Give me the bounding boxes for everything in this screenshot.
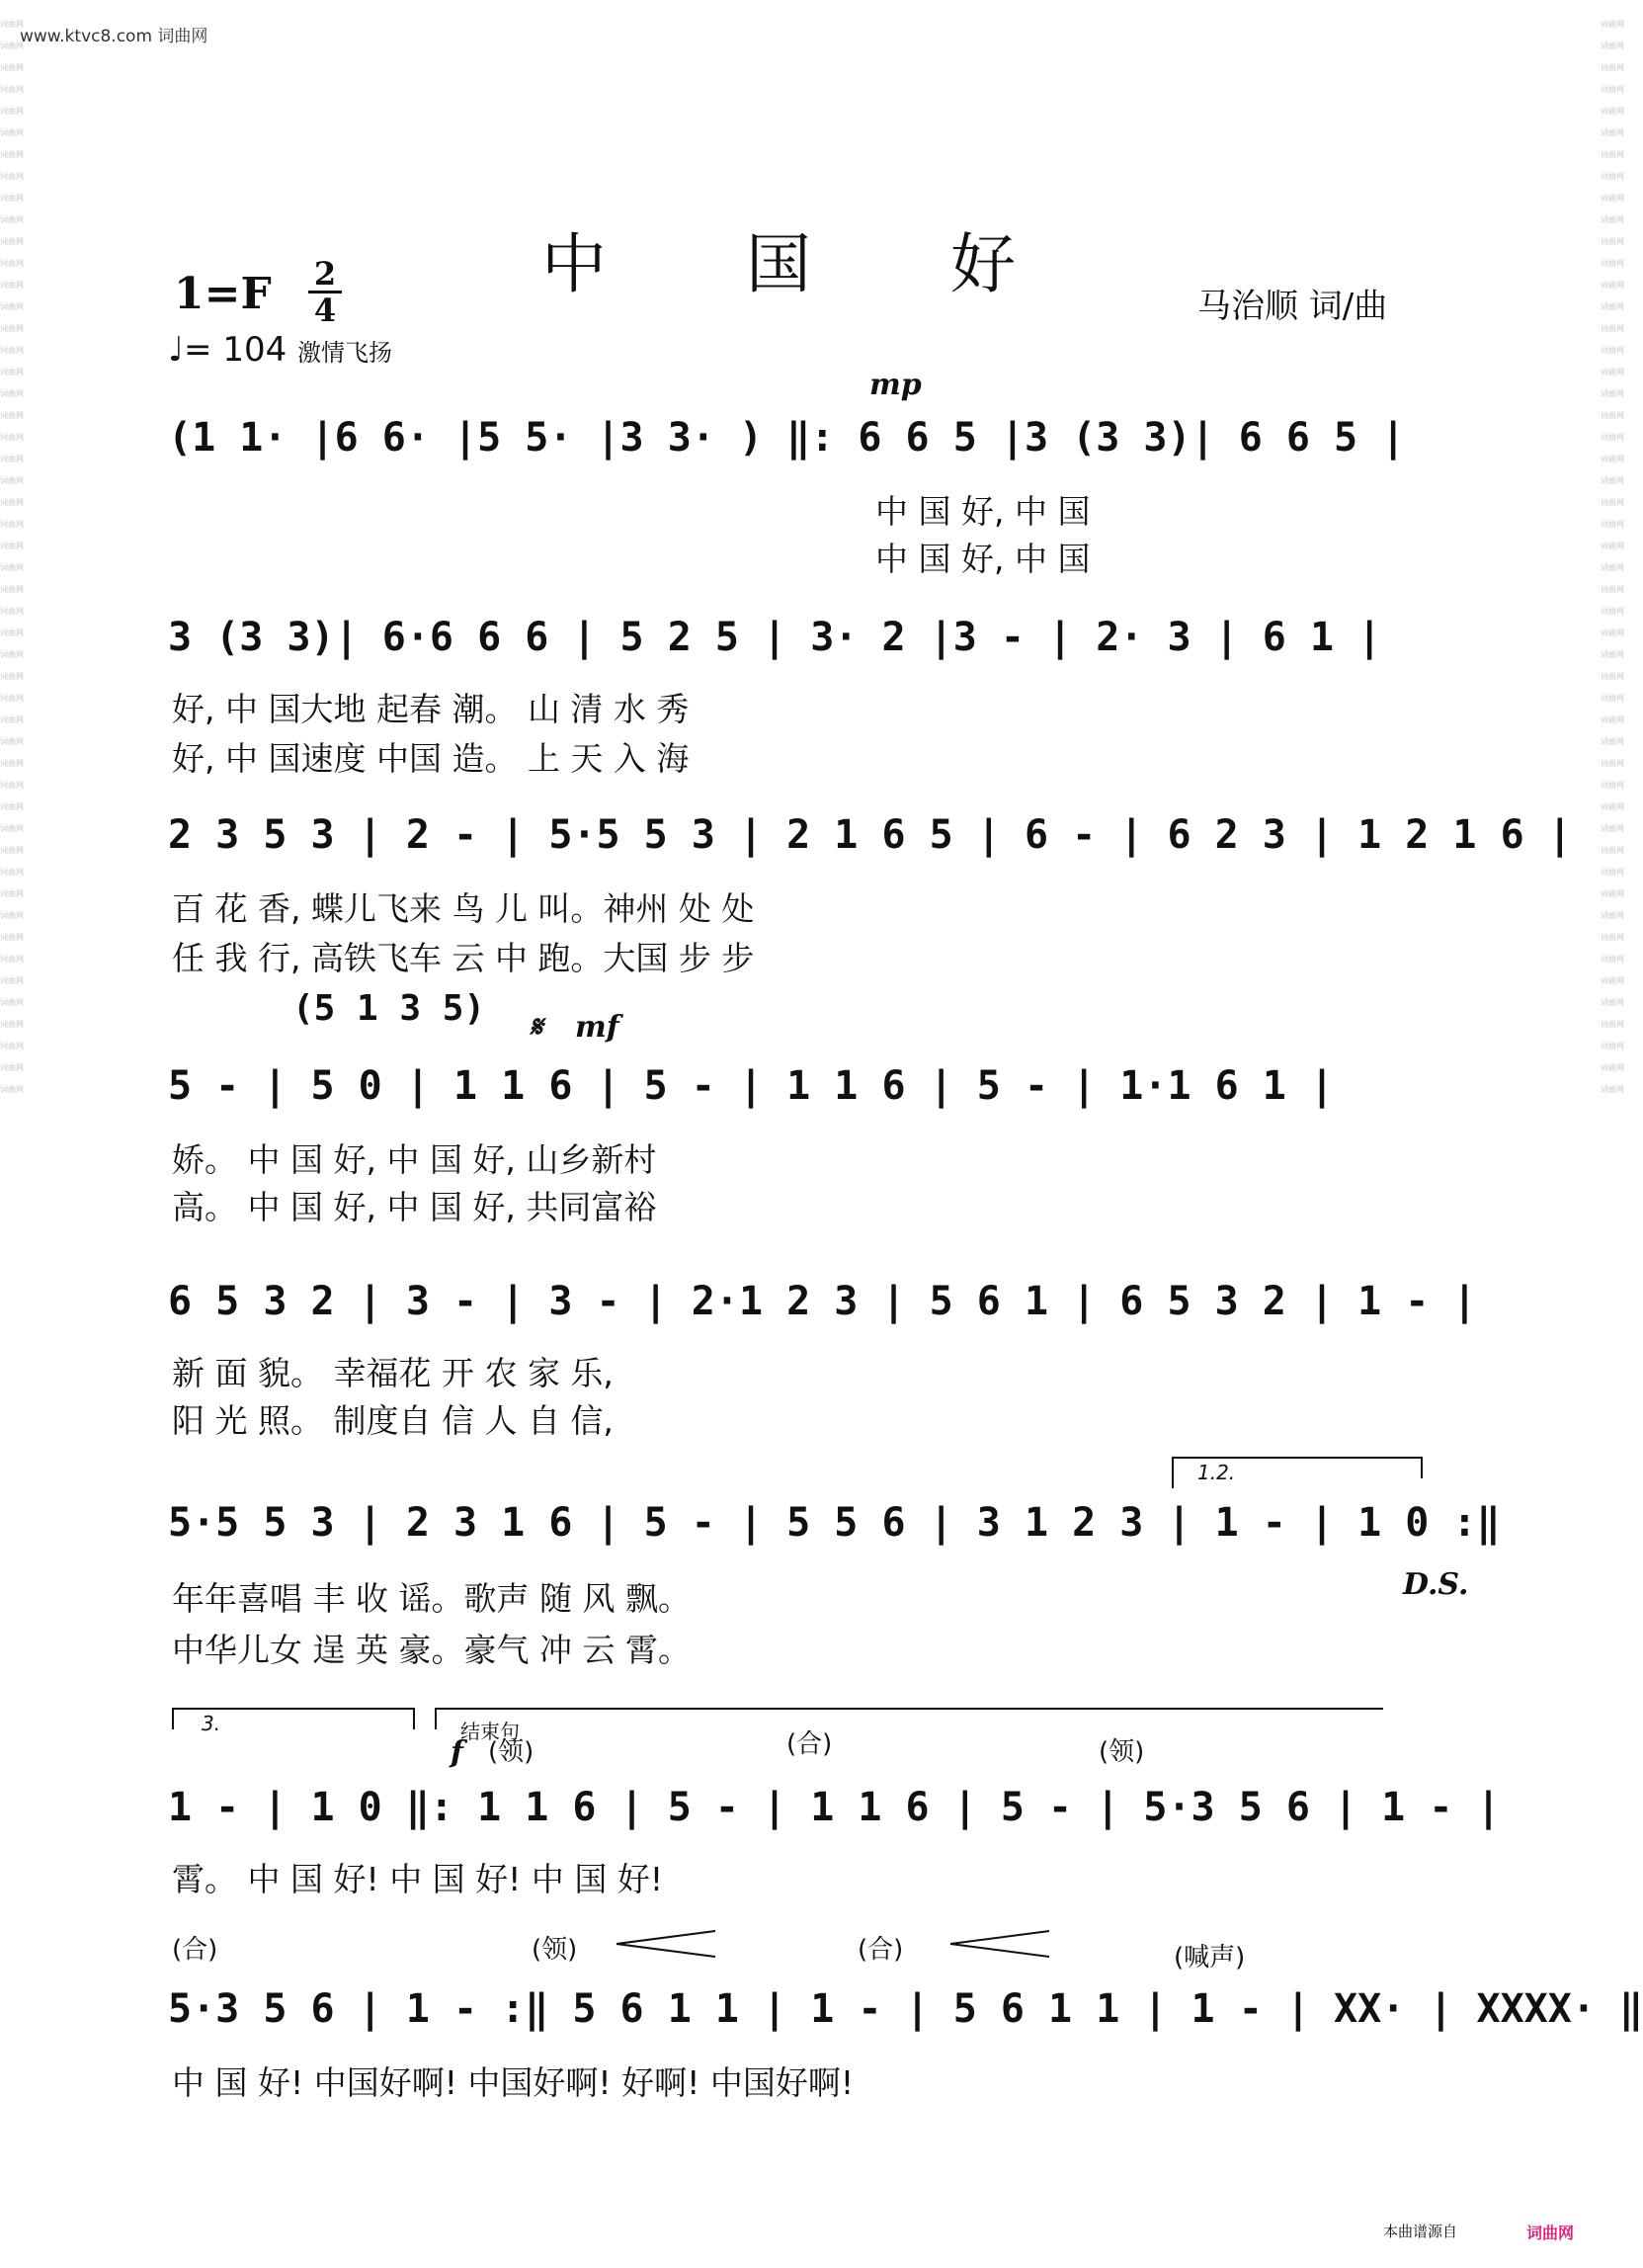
volta-bracket-1-2-start bbox=[1172, 1457, 1174, 1488]
staff-line-6: 5·5 5 3 | 2 3 1 6 | 5 - | 5 5 6 | 3 1 2 3 | 1 - | 1 0 :‖ bbox=[168, 1500, 1501, 1546]
lyric-line-4-verse-2: 高。 中 国 好, 中 国 好, 共同富裕 bbox=[172, 1188, 657, 1226]
lyric-line-2-verse-2: 好, 中 国速度 中国 造。 上 天 入 海 bbox=[172, 739, 690, 778]
part-lead-2: (领) bbox=[1099, 1737, 1145, 1767]
staff-line-2: 3 (3 3)| 6·6 6 6 | 5 2 5 | 3· 2 |3 - | 2· 3 | 6 1 | bbox=[168, 615, 1382, 660]
staff-line-7: 1 - | 1 0 ‖: 1 1 6 | 5 - | 1 1 6 | 5 - | 5·3 5 6 | 1 - | bbox=[168, 1785, 1501, 1830]
volta-label-1-2: 1.2. bbox=[1197, 1461, 1236, 1484]
segno-mark: 𝄋 bbox=[530, 1010, 542, 1045]
staff-line-8: 5·3 5 6 | 1 - :‖ 5 6 1 1 | 1 - | 5 6 1 1 | 1 - | XX· | XXXX· ‖ bbox=[168, 1986, 1643, 2032]
author-credit: 马治顺 词/曲 bbox=[1197, 287, 1388, 326]
volta-label-3: 3. bbox=[202, 1712, 221, 1735]
lyric-line-6-verse-2: 中华儿女 逞 英 豪。豪气 冲 云 霄。 bbox=[172, 1631, 691, 1669]
expression-mark: 激情飞扬 bbox=[297, 339, 393, 367]
part-chorus-1: (合) bbox=[786, 1729, 833, 1759]
crescendo-hairpin-2 bbox=[950, 1929, 1049, 1959]
dal-segno: D.S. bbox=[1403, 1567, 1469, 1602]
side-watermark-left: 词曲网 词曲网 词曲网 词曲网 词曲网 词曲网 词曲网 词曲网 词曲网 词曲网 词曲网 词曲网 词曲网 词曲网 词曲网 词曲网 词曲网 词曲网 词曲网 词曲网 词曲网 词曲网 词曲网 词曲网 词曲网 词曲网 词曲网 词曲网 词曲网 词曲网 词曲网 词曲网 词曲网 词曲网 词曲网 词曲网 词曲网 词曲网 词曲网 词曲网 词曲网 词曲网 词曲网 词曲网 词曲网 词曲网 词曲网 词曲网 词曲网 词曲网 bbox=[0, 20, 24, 1094]
tempo-value: ♩= 104 bbox=[168, 330, 288, 370]
lyric-line-7: 霄。 中 国 好! 中 国 好! 中 国 好! bbox=[172, 1860, 664, 1898]
side-watermark-right: 词曲网 词曲网 词曲网 词曲网 词曲网 词曲网 词曲网 词曲网 词曲网 词曲网 词曲网 词曲网 词曲网 词曲网 词曲网 词曲网 词曲网 词曲网 词曲网 词曲网 词曲网 词曲网 词曲网 词曲网 词曲网 词曲网 词曲网 词曲网 词曲网 词曲网 词曲网 词曲网 词曲网 词曲网 词曲网 词曲网 词曲网 词曲网 词曲网 词曲网 词曲网 词曲网 词曲网 词曲网 词曲网 词曲网 词曲网 词曲网 词曲网 词曲网 bbox=[1601, 20, 1624, 1094]
lyric-line-3-verse-2: 任 我 行, 高铁飞车 云 中 跑。大国 步 步 bbox=[172, 939, 755, 977]
staff-line-3: 2 3 5 3 | 2 - | 5·5 5 3 | 2 1 6 5 | 6 - | 6 2 3 | 1 2 1 6 | bbox=[168, 812, 1572, 858]
dynamic-f: f bbox=[451, 1735, 463, 1770]
site-url[interactable]: www.ktvc8.com 词曲网 bbox=[20, 27, 208, 46]
key-signature: 1=F bbox=[174, 269, 272, 319]
ending-label: 结束句 bbox=[460, 1720, 520, 1743]
lyric-line-8: 中 国 好! 中国好啊! 中国好啊! 好啊! 中国好啊! bbox=[172, 2063, 855, 2102]
lyric-line-2-verse-1: 好, 中 国大地 起春 潮。 山 清 水 秀 bbox=[172, 690, 690, 728]
volta-bracket-3-start bbox=[172, 1708, 174, 1729]
part-chorus-2: (合) bbox=[172, 1935, 218, 1965]
footer-source-text: 本曲谱源自 bbox=[1383, 2223, 1458, 2240]
lyric-line-1-verse-2: 中 国 好, 中 国 bbox=[875, 540, 1091, 578]
tempo bbox=[168, 330, 392, 370]
ending-bracket bbox=[435, 1708, 1383, 1710]
volta-bracket-3 bbox=[172, 1708, 415, 1710]
time-signature bbox=[308, 255, 342, 329]
staff-line-5: 6 5 3 2 | 3 - | 3 - | 2·1 2 3 | 5 6 1 | 6 5 3 2 | 1 - | bbox=[168, 1279, 1477, 1324]
volta-bracket-1-2 bbox=[1172, 1457, 1423, 1459]
crescendo-hairpin-1 bbox=[616, 1929, 715, 1959]
lyric-line-4-verse-1: 娇。 中 国 好, 中 国 好, 山乡新村 bbox=[172, 1140, 657, 1179]
staff-line-4: 5 - | 5 0 | 1 1 6 | 5 - | 1 1 6 | 5 - | 1·1 6 1 | bbox=[168, 1063, 1335, 1109]
dynamic-mp: mp bbox=[869, 368, 922, 402]
part-chorus-3: (合) bbox=[858, 1935, 904, 1965]
footer-logo[interactable]: 词曲网 bbox=[1526, 2224, 1575, 2242]
time-numerator: 2 bbox=[313, 255, 337, 293]
intro-figure: (5 1 3 5) bbox=[292, 988, 486, 1029]
part-lead-1: (领) bbox=[488, 1737, 534, 1767]
song-title: 中 国 好 bbox=[541, 226, 1075, 303]
dynamic-mf: mf bbox=[575, 1010, 619, 1045]
staff-line-1: (1 1· |6 6· |5 5· |3 3· ) ‖: 6 6 5 |3 (3 3)| 6 6 5 | bbox=[168, 415, 1406, 461]
lyric-line-5-verse-2: 阳 光 照。 制度自 信 人 自 信, bbox=[172, 1401, 614, 1440]
ending-bracket-start bbox=[435, 1708, 437, 1729]
volta-bracket-1-2-end bbox=[1421, 1457, 1423, 1478]
part-shout: (喊声) bbox=[1174, 1943, 1246, 1973]
time-denominator: 4 bbox=[313, 292, 337, 329]
volta-bracket-3-end bbox=[413, 1708, 415, 1729]
lyric-line-3-verse-1: 百 花 香, 蝶儿飞来 鸟 儿 叫。神州 处 处 bbox=[172, 889, 755, 928]
lyric-line-6-verse-1: 年年喜唱 丰 收 谣。歌声 随 风 飘。 bbox=[172, 1579, 691, 1618]
lyric-line-1-verse-1: 中 国 好, 中 国 bbox=[875, 492, 1091, 531]
part-lead-3: (领) bbox=[532, 1935, 578, 1965]
lyric-line-5-verse-1: 新 面 貌。 幸福花 开 农 家 乐, bbox=[172, 1354, 614, 1392]
